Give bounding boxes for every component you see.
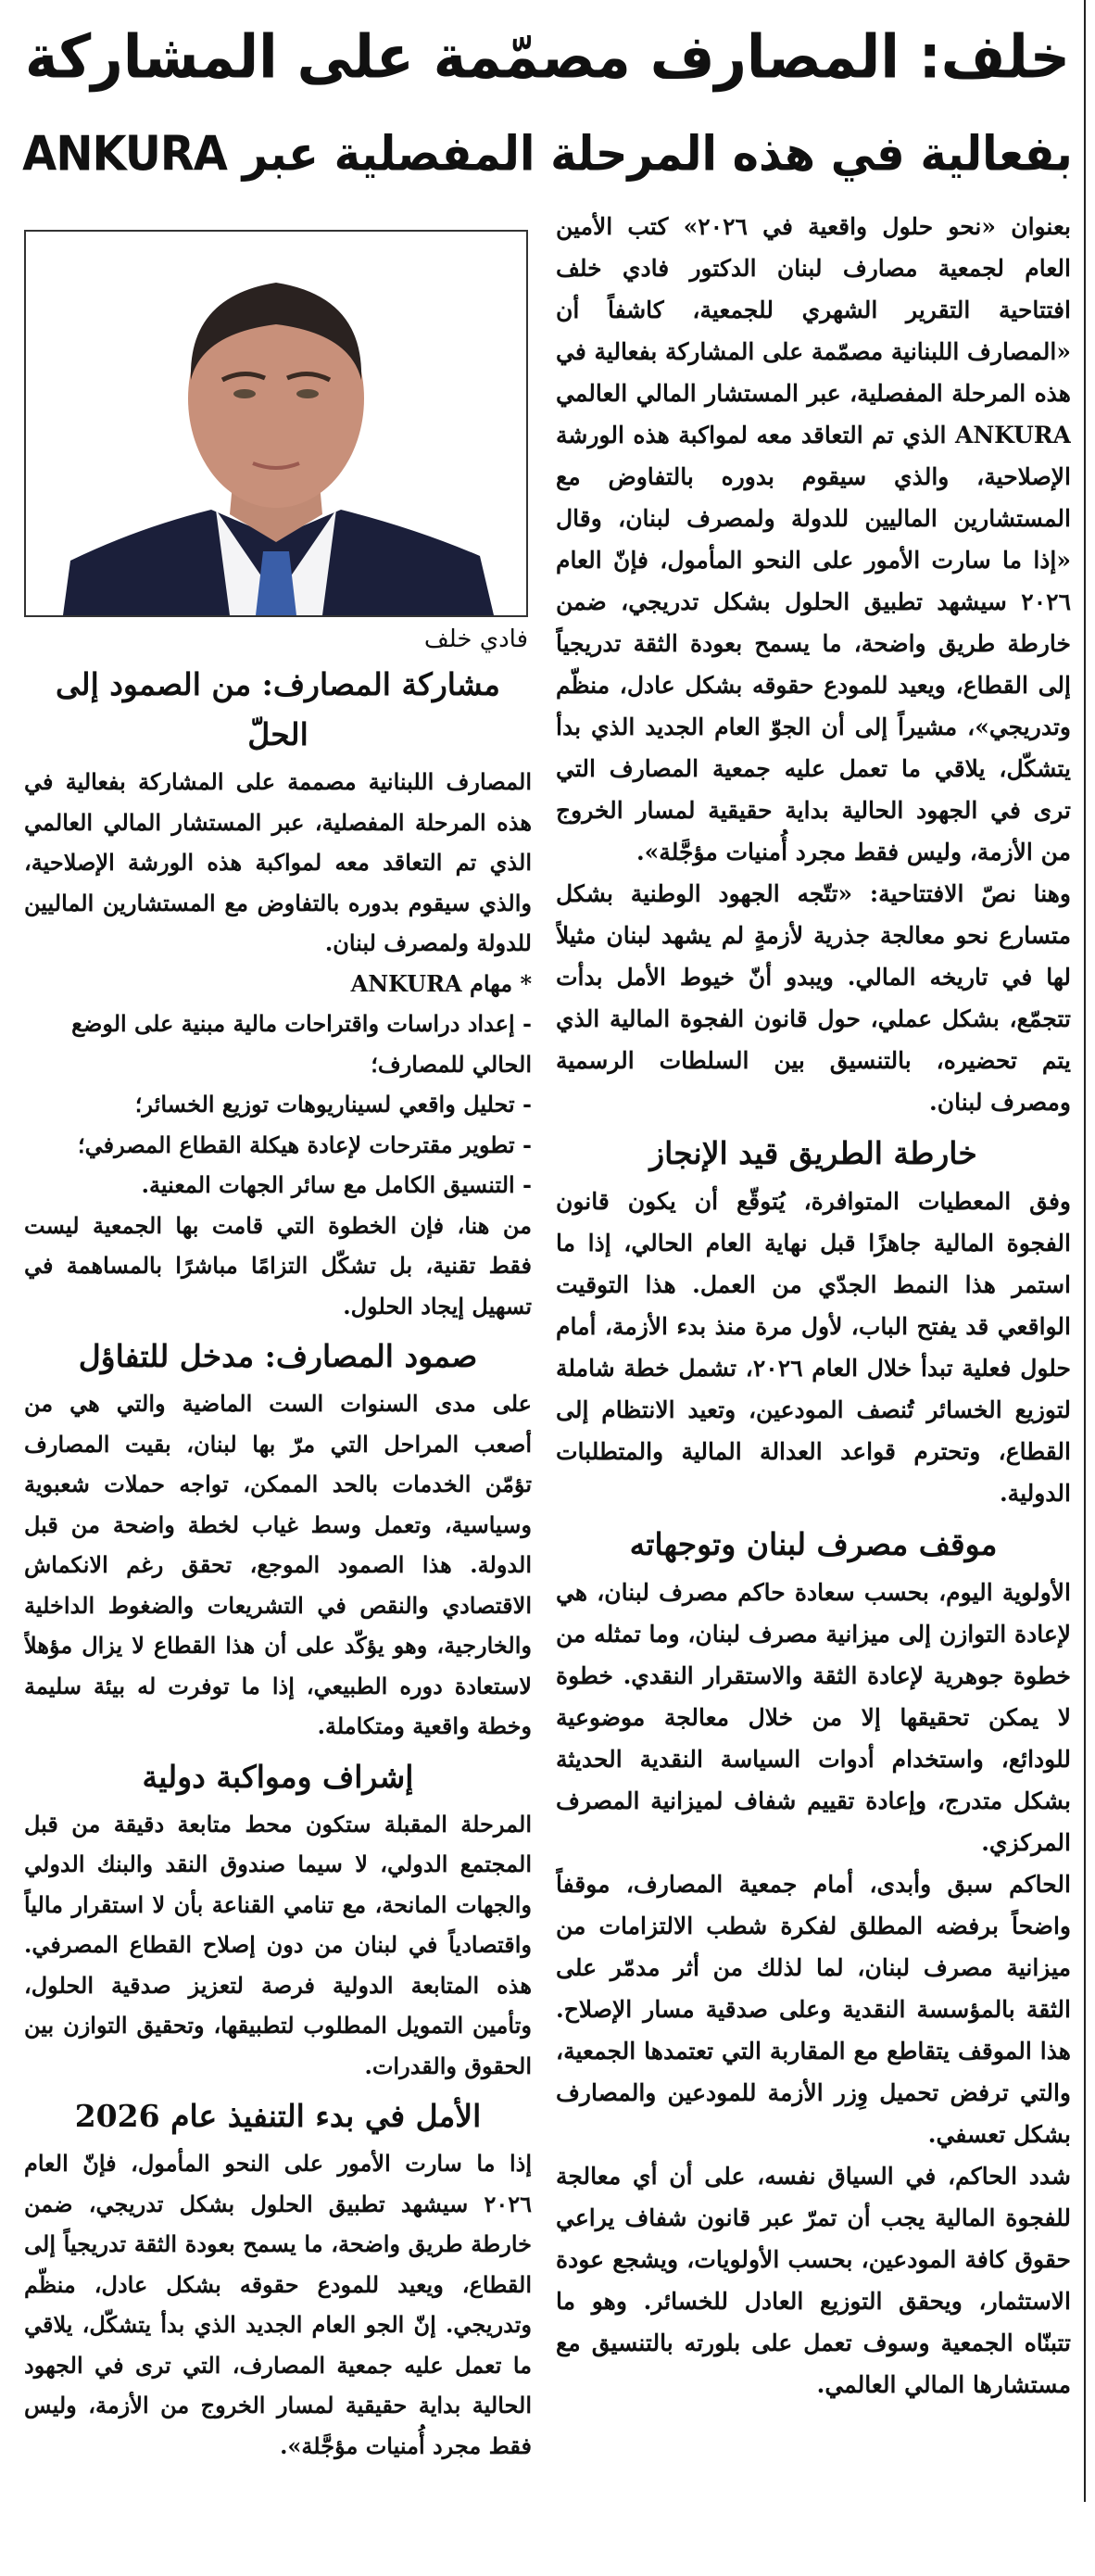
list-item: - تحليل واقعي لسيناريوهات توزيع الخسائر؛ — [134, 1091, 532, 1118]
section-heading: موقف مصرف لبنان وتوجهاته — [629, 1526, 998, 1562]
list-item: - التنسيق الكامل مع سائر الجهات المعنية. — [141, 1171, 532, 1198]
section-heading: إشراف ومواكبة دولية — [142, 1758, 414, 1795]
paragraph: وهنا نصّ الافتتاحية: «تتّجه الجهود الوطنية بشكل متسارع نحو معالجة جذرية لأزمةٍ لم يشهد لبنان مثيلاً لها في تاريخه المالي. ويبدو أنّ خيوط الأمل بدأت تتجمّع، بشكل عملي، حول قانون الفجوة المالية الذي يتم تحضيره، بالتنسيق بين السلطات الرسمية ومصرف لبنان. — [556, 880, 1071, 1116]
column-rule — [1084, 0, 1086, 2502]
portrait-photo — [24, 230, 528, 617]
paragraph: المصارف اللبنانية مصممة على المشاركة بفعالية في هذه المرحلة المفصلية، عبر المستشار المالي العالمي الذي تم التعاقد معه لمواكبة هذه الورشة الإصلاحية، والذي سيقوم بدوره بالتفاوض مع المستشارين الماليين للدولة ولمصرف لبنان. — [24, 768, 532, 956]
paragraph: بعنوان «نحو حلول واقعية في ٢٠٢٦» كتب الأمين العام لجمعية مصارف لبنان الدكتور فادي خلف افتتاحية التقرير الشهري للجمعية، كاشفاً أن «المصارف اللبنانية مصمّمة على المشاركة بفعالية في هذه المرحلة المفصلية، عبر المستشار المالي العالمي ANKURA الذي تم التعاقد معه لمواكبة هذه الورشة الإصلاحية، والذي سيقوم بدوره بالتفاوض مع المستشارين الماليين للدولة ولمصرف لبنان، وقال «إذا ما سارت الأمور على النحو المأمول، فإنّ العام ٢٠٢٦ سيشهد تطبيق الحلول بشكل تدريجي، ضمن خارطة طريق واضحة، ما يسمح بعودة الثقة تدريجياً إلى القطاع، ويعيد للمودع حقوقه بشكل عادل، منظّم وتدريجي»، مشيراً إلى أن الجوّ العام الجديد الذي بدأ يتشكّل، يلاقي ما تعمل عليه جمعية المصارف التي ترى في الجهود الحالية بداية حقيقية لمسار الخروج من الأزمة، وليس فقط مجرد أُمنيات مؤجَّلة». — [556, 213, 1071, 865]
list-item: - إعداد دراسات واقتراحات مالية مبنية على الوضع الحالي للمصارف؛ — [71, 1010, 532, 1078]
paragraph: إذا ما سارت الأمور على النحو المأمول، فإنّ العام ٢٠٢٦ سيشهد تطبيق الحلول بشكل تدريجي، ضمن خارطة طريق واضحة، ما يسمح بعودة الثقة تدريجياً إلى القطاع، ويعيد للمودع حقوقه بشكل عادل، منظّم وتدريجي. إنّ الجو العام الجديد الذي بدأ يتشكّل، يلاقي ما تعمل عليه جمعية المصارف، التي ترى في الجهود الحالية بداية حقيقية لمسار الخروج من الأزمة، وليس فقط مجرد أُمنيات مؤجَّلة». — [24, 2150, 532, 2459]
list-title: * مهام ANKURA — [350, 969, 532, 997]
headline — [19, 7, 1076, 204]
portrait-illustration — [26, 232, 526, 615]
paragraph: على مدى السنوات الست الماضية والتي هي من أصعب المراحل التي مرّ بها لبنان، بقيت المصارف تؤمّن الخدمات بالحد الممكن، تواجه حملات شعبوية وسياسية، وتعمل وسط غياب لخطة واضحة من قبل الدولة. هذا الصمود الموجع، تحقق رغم الانكماش الاقتصادي والنقص في التشريعات والضغوط الداخلية والخارجية، وهو يؤكّد على أن هذا القطاع لا يزال مؤهلاً لاستعادة دوره الطبيعي، إذا ما توفرت له بيئة سليمة وخطة واقعية ومتكاملة. — [24, 1390, 532, 1739]
paragraph: الحاكم سبق وأبدى، أمام جمعية المصارف، موقفاً واضحاً برفضه المطلق لفكرة شطب الالتزامات من ميزانية مصرف لبنان، لما لذلك من أثر مدمّر على الثقة بالمؤسسة النقدية وعلى صدقية مسار الإصلاح. هذا الموقف يتقاطع مع المقاربة التي تعتمدها الجمعية، والتي ترفض تحميل وِزر الأزمة للمودعين والمصارف بشكل تعسفي. — [556, 1871, 1071, 2148]
paragraph: المرحلة المقبلة ستكون محط متابعة دقيقة من قبل المجتمع الدولي، لا سيما صندوق النقد والبنك الدولي والجهات المانحة، مع تنامي القناعة بأن لا استقرار مالياً واقتصادياً في لبنان من دون إصلاح القطاع المصرفي. هذه المتابعة الدولية فرصة لتعزيز صدقية الحلول، وتأمين التمويل المطلوب لتطبيقها، وتحقيق التوازن بين الحقوق والقدرات. — [24, 1810, 532, 2079]
paragraph: شدد الحاكم، في السياق نفسه، على أن أي معالجة للفجوة المالية يجب أن تمرّ عبر قانون شفاف يراعي حقوق كافة المودعين، بحسب الأولويات، ويشجع عودة الاستثمار، ويحقق التوزيع العادل للخسائر. وهو ما تتبنّاه الجمعية وسوف تعمل على بلورته بالتنسيق مع مستشارها المالي العالمي. — [556, 2163, 1071, 2398]
paragraph: وفق المعطيات المتوافرة، يُتوقّع أن يكون قانون الفجوة المالية جاهزًا قبل نهاية العام الحالي، إذا ما استمر هذا النمط الجدّي من العمل. هذا التوقيت الواقعي قد يفتح الباب، لأول مرة منذ بدء الأزمة، أمام حلول فعلية تبدأ خلال العام ٢٠٢٦، تشمل خطة شاملة لتوزيع الخسائر تُنصف المودعين، وتعيد الانتظام إلى القطاع، وتحترم قواعد العدالة المالية والمتطلبات الدولية. — [556, 1188, 1071, 1507]
headline-line-1: خلف: المصارف مصمّمة على المشاركة — [25, 22, 1070, 93]
left-column — [24, 654, 532, 2502]
section-heading: خارطة الطريق قيد الإنجاز — [649, 1135, 977, 1171]
section-heading: مشاركة المصارف: من الصمود إلى الحلّ — [56, 666, 500, 752]
list-item: - تطوير مقترحات لإعادة هيكلة القطاع المصرفي؛ — [77, 1130, 532, 1158]
headline-line-2: بفعالية في هذه المرحلة المفصلية عبر ANKURA — [22, 125, 1073, 183]
paragraph: من هنا، فإن الخطوة التي قامت بها الجمعية ليست فقط تقنية، بل تشكّل التزامًا مباشرًا بالمساهمة في تسهيل إيجاد الحلول. — [24, 1211, 532, 1320]
section-heading: صمود المصارف: مدخل للتفاؤل — [78, 1338, 478, 1374]
right-column — [556, 206, 1071, 2502]
paragraph: الأولوية اليوم، بحسب سعادة حاكم مصرف لبنان، هي لإعادة التوازن إلى ميزانية مصرف لبنان، وما تمثله من خطوة جوهرية لإعادة الثقة والاستقرار النقدي. خطوة لا يمكن تحقيقها إلا من خلال معالجة موضوعية للودائع، واستخدام أدوات السياسة النقدية الحديثة بشكل متدرج، وإعادة تقييم شفاف لميزانية المصرف المركزي. — [556, 1579, 1071, 1856]
section-heading: الأمل في بدء التنفيذ عام 2026 — [74, 2098, 482, 2134]
photo-caption: فادي خلف — [423, 625, 528, 653]
